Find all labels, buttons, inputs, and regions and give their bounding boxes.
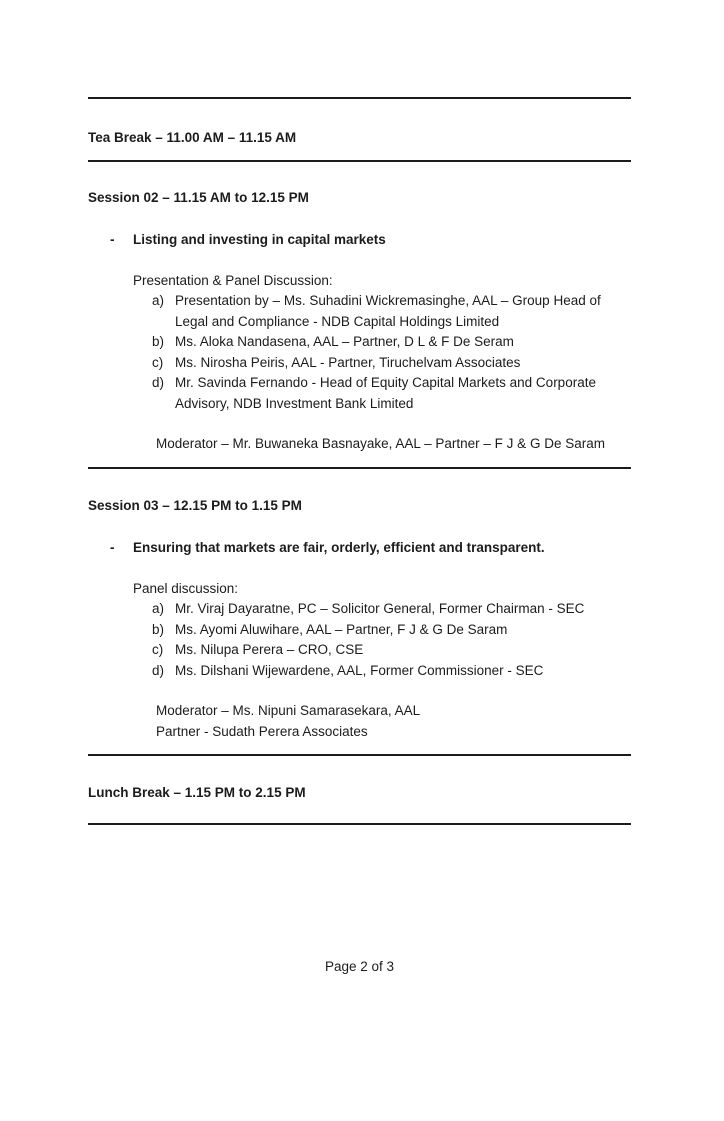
session-02-topic-text: Listing and investing in capital markets [133,232,386,247]
session-02-subheading: Presentation & Panel Discussion: [133,272,333,288]
moderator-line: Partner - Sudath Perera Associates [156,723,368,739]
session-03-panel-list [88,599,631,681]
session-03-heading: Session 03 – 12.15 PM to 1.15 PM [88,497,302,513]
list-item [152,599,631,620]
item-text: Ms. Nirosha Peiris, AAL - Partner, Tiruchelvam Associates [175,354,521,370]
item-marker: d) [152,662,165,678]
divider-top [88,97,631,99]
list-item [152,353,631,374]
divider-after-tea-break [88,160,631,162]
session-03-subheading: Panel discussion: [133,580,239,596]
bullet-dash: - [110,232,115,247]
item-marker: c) [152,642,164,657]
list-item [152,620,631,641]
list-item [152,291,631,332]
item-text: Presentation by – Ms. Suhadini Wickremasinghe, AAL – Group Head of Legal and Compliance - NDB Capital Holdings Limited [175,293,601,329]
item-text: Ms. Dilshani Wijewardene, AAL, Former Commissioner - SEC [175,662,544,678]
item-text: Ms. Nilupa Perera – CRO, CSE [175,642,364,657]
bullet-dash: - [110,540,115,555]
item-marker: a) [152,601,165,616]
session-02-panel-list [88,291,631,414]
session-03-topic-text: Ensuring that markets are fair, orderly, efficient and transparent. [133,540,545,555]
item-text: Mr. Viraj Dayaratne, PC – Solicitor General, Former Chairman - SEC [175,601,585,616]
divider-after-lunch-break [88,823,631,825]
lunch-break-title: Lunch Break – 1.15 PM to 2.15 PM [88,785,306,800]
tea-break-title: Tea Break – 11.00 AM – 11.15 AM [88,130,297,145]
session-02-moderator: Moderator – Mr. Buwaneka Basnayake, AAL – Partner – F J & G De Saram [156,436,605,451]
item-text: Mr. Savinda Fernando - Head of Equity Capital Markets and Corporate Advisory, NDB Investment Bank Limited [175,375,596,411]
item-marker: a) [152,293,165,308]
divider-after-session-03 [88,754,631,756]
session-03-topic [88,538,631,559]
list-item [152,661,631,682]
page-footer: Page 2 of 3 [324,958,395,974]
list-item [152,373,631,414]
list-item [152,640,631,661]
session-02-topic [88,230,631,251]
item-text: Ms. Ayomi Aluwihare, AAL – Partner, F J & G De Saram [175,621,508,637]
divider-after-session-02 [88,467,631,469]
list-item [152,332,631,353]
document-page [0,97,724,1121]
item-text: Ms. Aloka Nandasena, AAL – Partner, D L & F De Seram [175,334,514,349]
moderator-line: Moderator – Ms. Nipuni Samarasekara, AAL [156,703,421,718]
item-marker: d) [152,375,165,390]
session-03-moderator [88,701,631,742]
item-marker: b) [152,334,165,349]
session-02-heading: Session 02 – 11.15 AM to 12.15 PM [88,189,309,205]
item-marker: c) [152,354,164,370]
item-marker: b) [152,621,165,637]
